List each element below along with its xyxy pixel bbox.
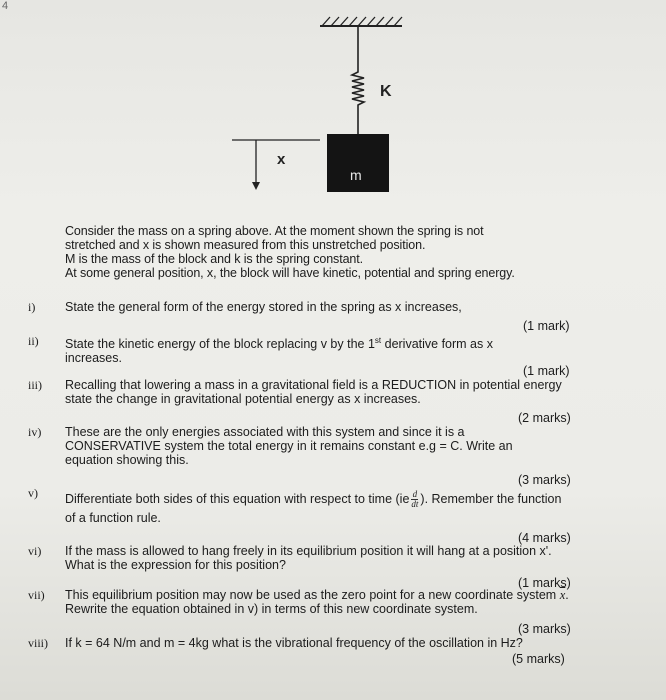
intro-line: Consider the mass on a spring above. At the moment shown the spring is not bbox=[65, 224, 484, 238]
question-marks: (5 marks) bbox=[512, 652, 565, 666]
question-marks: (1 mark) bbox=[523, 319, 570, 333]
question-number: viii) bbox=[28, 636, 48, 650]
question-text-part: derivative form as x increases. bbox=[65, 337, 493, 366]
d-by-dt-fraction bbox=[411, 490, 418, 509]
question-number: vii) bbox=[28, 588, 45, 602]
question-text: These are the only energies associated with this system and since it is a CONSERVATIVE system the total energy in it remains constant e.g = C. Write an equation showing this. bbox=[65, 425, 513, 467]
fraction-denominator: dt bbox=[411, 499, 419, 510]
question-number: i) bbox=[28, 300, 36, 314]
ceiling-hatching bbox=[322, 17, 402, 26]
question-number: v) bbox=[28, 486, 38, 500]
question-text: If k = 64 N/m and m = 4kg what is the vibrational frequency of the oscillation in Hz? bbox=[65, 636, 523, 650]
question-marks: (3 marks) bbox=[518, 622, 571, 636]
question-marks: (3 marks) bbox=[518, 473, 571, 487]
question-text: State the general form of the energy stored in the spring as x increases, bbox=[65, 300, 462, 314]
spring-mass-diagram bbox=[0, 0, 666, 210]
mass-block bbox=[327, 134, 389, 192]
intro-line: stretched and x is shown measured from this unstretched position. bbox=[65, 238, 426, 252]
question-number: vi) bbox=[28, 544, 42, 558]
x-bar-symbol: $\overline{x}$ bbox=[559, 588, 566, 602]
question-text-part: This equilibrium position may now be used as the zero point for a new coordinate system bbox=[65, 588, 560, 602]
question-marks: (1 mark) bbox=[523, 364, 570, 378]
question-marks: (2 marks) bbox=[518, 411, 571, 425]
superscript: st bbox=[374, 336, 382, 345]
question-text bbox=[65, 490, 565, 527]
intro-line: M is the mass of the block and k is the spring constant. bbox=[65, 252, 364, 266]
intro-paragraph bbox=[65, 224, 625, 280]
page-marker: 4 bbox=[2, 0, 9, 12]
question-marks: (1 marks) bbox=[518, 576, 571, 590]
intro-line: At some general position, x, the block will have kinetic, potential and spring energy. bbox=[65, 266, 515, 280]
question-text: Recalling that lowering a mass in a gravitational field is a REDUCTION in potential energy state the change in gravitational potential energy as x increases. bbox=[65, 378, 562, 406]
question-text bbox=[65, 334, 535, 365]
question-text-part: State the kinetic energy of the block replacing v by the 1 bbox=[65, 337, 375, 352]
fraction-numerator: d bbox=[412, 489, 418, 500]
question-text: If the mass is allowed to hang freely in its equilibrium position it will hang at a position x'. What is the expression for this position? bbox=[65, 544, 552, 572]
spring-constant-label: K bbox=[380, 83, 392, 100]
question-number: iv) bbox=[28, 425, 42, 439]
question-text-part: . Rewrite the equation obtained in v) in terms of this new coordinate system. bbox=[65, 588, 569, 616]
question-number: ii) bbox=[28, 334, 39, 348]
displacement-arrowhead bbox=[252, 182, 260, 190]
question-text-part: ). Remember the function of a function rule. bbox=[65, 492, 562, 526]
spring bbox=[352, 27, 364, 134]
question-number: iii) bbox=[28, 378, 42, 392]
displacement-label: x bbox=[277, 151, 286, 168]
question-text bbox=[65, 588, 575, 616]
mass-label: m bbox=[350, 167, 362, 183]
question-text-part: Differentiate both sides of this equation with respect to time (ie bbox=[65, 492, 410, 506]
question-marks: (4 marks) bbox=[518, 531, 571, 545]
